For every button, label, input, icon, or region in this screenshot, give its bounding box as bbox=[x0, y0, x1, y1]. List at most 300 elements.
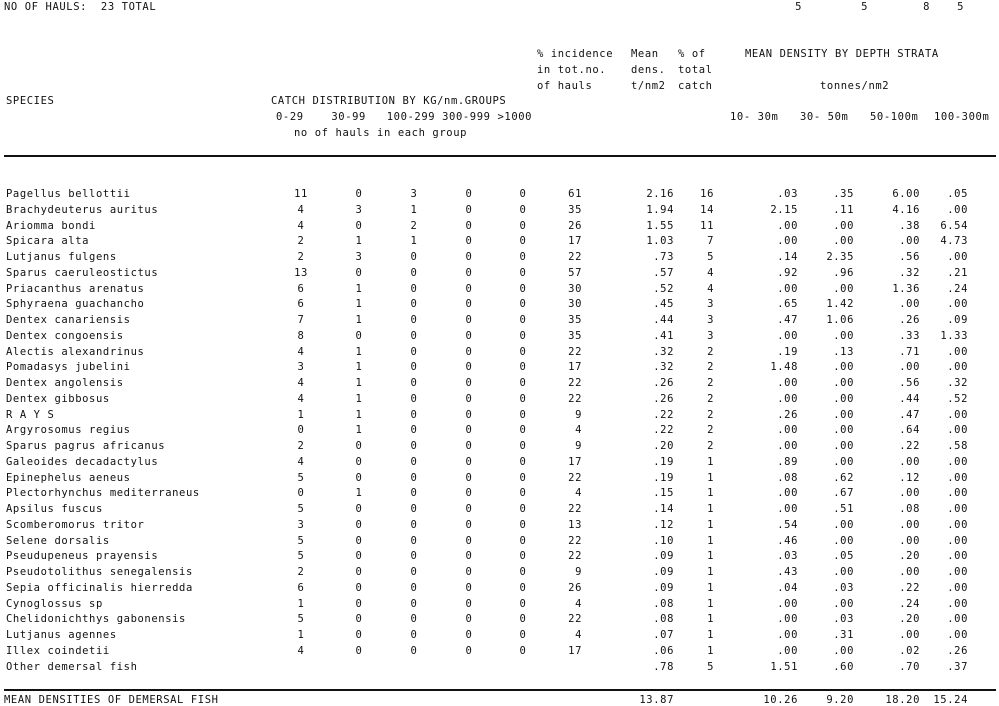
stratum-30-50m: .13 bbox=[833, 346, 854, 358]
species-name: Plectorhynchus mediterraneus bbox=[6, 487, 200, 499]
species-column-header: SPECIES bbox=[6, 95, 55, 107]
group-0-29: 6 bbox=[297, 283, 305, 295]
species-name: Brachydeuterus auritus bbox=[6, 204, 159, 216]
mean-density: .57 bbox=[653, 267, 674, 279]
footer-mean-density: 13.87 bbox=[639, 694, 674, 706]
mean-density: .09 bbox=[653, 582, 674, 594]
mean-density: .41 bbox=[653, 330, 674, 342]
incidence-pct: 4 bbox=[575, 424, 582, 436]
group-100-299: 0 bbox=[410, 267, 418, 279]
group-30-99: 0 bbox=[355, 188, 363, 200]
group-300-999: 0 bbox=[465, 393, 473, 405]
stratum-10-30m: .00 bbox=[777, 629, 798, 641]
group-100-299: 0 bbox=[410, 346, 418, 358]
stratum-30-50m: .00 bbox=[833, 235, 854, 247]
group-30-99: 1 bbox=[355, 377, 363, 389]
pct-total-catch: 2 bbox=[707, 393, 714, 405]
group-0-29: 4 bbox=[297, 204, 305, 216]
species-name: Argyrosomus regius bbox=[6, 424, 131, 436]
footer-stratum-2: 9.20 bbox=[826, 694, 854, 706]
group-30-99: 0 bbox=[355, 503, 363, 515]
stratum-30-50m: .00 bbox=[833, 598, 854, 610]
stratum-30-50m: .00 bbox=[833, 535, 854, 547]
mean-density: .26 bbox=[653, 393, 674, 405]
group-30-99: 0 bbox=[355, 440, 363, 452]
species-name: Selene dorsalis bbox=[6, 535, 110, 547]
group-over-1000: 0 bbox=[519, 330, 527, 342]
group-30-99: 0 bbox=[355, 535, 363, 547]
mean-density: .45 bbox=[653, 298, 674, 310]
stratum-50-100m: .71 bbox=[899, 346, 920, 358]
group-300-999: 0 bbox=[465, 566, 473, 578]
stratum-50-100m: .00 bbox=[899, 566, 920, 578]
mean-density: .09 bbox=[653, 566, 674, 578]
pct-total-header-1: % of bbox=[678, 48, 706, 60]
species-name: Alectis alexandrinus bbox=[6, 346, 145, 358]
stratum-100-300m: .00 bbox=[947, 409, 968, 421]
stratum-100-300m: .00 bbox=[947, 629, 968, 641]
group-300-999: 0 bbox=[465, 456, 473, 468]
species-name: Dentex congoensis bbox=[6, 330, 124, 342]
stratum-10-30m: .26 bbox=[777, 409, 798, 421]
species-name: R A Y S bbox=[6, 409, 55, 421]
stratum-50-100m: .47 bbox=[899, 409, 920, 421]
group-over-1000: 0 bbox=[519, 361, 527, 373]
group-30-99: 3 bbox=[355, 251, 363, 263]
group-30-99: 0 bbox=[355, 519, 363, 531]
pct-total-catch: 1 bbox=[707, 598, 714, 610]
stratum-30-50m: 1.06 bbox=[826, 314, 854, 326]
stratum-30-50m: .00 bbox=[833, 377, 854, 389]
stratum-30-50m: .00 bbox=[833, 361, 854, 373]
incidence-pct: 17 bbox=[568, 456, 582, 468]
stratum-30-50m: .00 bbox=[833, 220, 854, 232]
group-100-299: 0 bbox=[410, 519, 418, 531]
stratum-100-300m: .32 bbox=[947, 377, 968, 389]
stratum-10-30m: .00 bbox=[777, 377, 798, 389]
group-100-299: 0 bbox=[410, 377, 418, 389]
group-30-99: 0 bbox=[355, 629, 363, 641]
stratum-50-100m: .70 bbox=[899, 661, 920, 673]
stratum-10-30m: 1.51 bbox=[770, 661, 798, 673]
group-0-29: 6 bbox=[297, 298, 305, 310]
stratum-30-50m: .03 bbox=[833, 613, 854, 625]
footer-stratum-4: 15.24 bbox=[933, 694, 968, 706]
stratum-10-30m: .00 bbox=[777, 330, 798, 342]
species-name: Epinephelus aeneus bbox=[6, 472, 131, 484]
group-0-29: 4 bbox=[297, 220, 305, 232]
group-30-99: 0 bbox=[355, 220, 363, 232]
pct-total-catch: 1 bbox=[707, 519, 714, 531]
group-30-99: 1 bbox=[355, 283, 363, 295]
group-300-999: 0 bbox=[465, 550, 473, 562]
group-0-29: 2 bbox=[297, 440, 305, 452]
stratum-100-300m: .00 bbox=[947, 535, 968, 547]
group-0-29: 7 bbox=[297, 314, 305, 326]
mean-density: 2.16 bbox=[646, 188, 674, 200]
group-30-99: 0 bbox=[355, 267, 363, 279]
group-over-1000: 0 bbox=[519, 472, 527, 484]
stratum-50-100m: .00 bbox=[899, 535, 920, 547]
stratum-10-30m: .00 bbox=[777, 598, 798, 610]
group-over-1000: 0 bbox=[519, 409, 527, 421]
group-100-299: 0 bbox=[410, 298, 418, 310]
mean-density: 1.55 bbox=[646, 220, 674, 232]
group-over-1000: 0 bbox=[519, 220, 527, 232]
species-name: Scomberomorus tritor bbox=[6, 519, 145, 531]
group-100-299: 0 bbox=[410, 598, 418, 610]
group-0-29: 1 bbox=[297, 629, 305, 641]
mean-density: .32 bbox=[653, 361, 674, 373]
pct-total-catch: 1 bbox=[707, 550, 714, 562]
species-name: Sepia officinalis hierredda bbox=[6, 582, 193, 594]
incidence-header-3: of hauls bbox=[537, 80, 593, 92]
hauls-total: NO OF HAULS: 23 TOTAL bbox=[4, 1, 157, 13]
group-300-999: 0 bbox=[465, 251, 473, 263]
stratum-10-30m: .08 bbox=[777, 472, 798, 484]
pct-total-catch: 1 bbox=[707, 535, 714, 547]
stratum-10-30m: .00 bbox=[777, 424, 798, 436]
group-over-1000: 0 bbox=[519, 645, 527, 657]
header-divider bbox=[4, 155, 996, 157]
footer-divider bbox=[4, 689, 996, 691]
group-300-999: 0 bbox=[465, 188, 473, 200]
mean-density: .19 bbox=[653, 472, 674, 484]
stratum-10-30m: 2.15 bbox=[770, 204, 798, 216]
group-300-999: 0 bbox=[465, 645, 473, 657]
stratum-50-100m: .00 bbox=[899, 456, 920, 468]
group-0-29: 2 bbox=[297, 235, 305, 247]
group-0-29: 4 bbox=[297, 393, 305, 405]
pct-total-catch: 4 bbox=[707, 267, 714, 279]
mean-density: .09 bbox=[653, 550, 674, 562]
incidence-pct: 4 bbox=[575, 487, 582, 499]
group-300-999: 0 bbox=[465, 298, 473, 310]
stratum-50-100m: .32 bbox=[899, 267, 920, 279]
group-over-1000: 0 bbox=[519, 314, 527, 326]
group-over-1000: 0 bbox=[519, 298, 527, 310]
group-0-29: 3 bbox=[297, 519, 305, 531]
group-over-1000: 0 bbox=[519, 235, 527, 247]
stratum-100-300m: .00 bbox=[947, 204, 968, 216]
incidence-pct: 26 bbox=[568, 582, 582, 594]
pct-total-catch: 1 bbox=[707, 645, 714, 657]
mean-density: .07 bbox=[653, 629, 674, 641]
stratum-30-50m: .67 bbox=[833, 487, 854, 499]
group-100-299: 3 bbox=[410, 188, 418, 200]
group-0-29: 8 bbox=[297, 330, 305, 342]
incidence-pct: 26 bbox=[568, 220, 582, 232]
stratum-10-30m: 1.48 bbox=[770, 361, 798, 373]
species-name: Pagellus bellottii bbox=[6, 188, 131, 200]
stratum-10-30m: .00 bbox=[777, 235, 798, 247]
mean-dens-header-1: Mean bbox=[631, 48, 659, 60]
group-over-1000: 0 bbox=[519, 393, 527, 405]
mean-density: .15 bbox=[653, 487, 674, 499]
group-300-999: 0 bbox=[465, 267, 473, 279]
incidence-pct: 22 bbox=[568, 503, 582, 515]
stratum-50-100m: .44 bbox=[899, 393, 920, 405]
incidence-pct: 22 bbox=[568, 535, 582, 547]
group-0-29: 13 bbox=[294, 267, 308, 279]
group-0-29: 5 bbox=[297, 503, 305, 515]
stratum-100-300m: .52 bbox=[947, 393, 968, 405]
incidence-pct: 35 bbox=[568, 314, 582, 326]
incidence-pct: 35 bbox=[568, 204, 582, 216]
stratum-10-30m: .47 bbox=[777, 314, 798, 326]
stratum-label-4: 100-300m bbox=[934, 111, 990, 123]
incidence-pct: 57 bbox=[568, 267, 582, 279]
group-0-29: 4 bbox=[297, 346, 305, 358]
group-100-299: 0 bbox=[410, 361, 418, 373]
pct-total-catch: 5 bbox=[707, 661, 714, 673]
species-name: Dentex canariensis bbox=[6, 314, 131, 326]
stratum-50-100m: .00 bbox=[899, 361, 920, 373]
incidence-pct: 9 bbox=[575, 409, 582, 421]
pct-total-catch: 1 bbox=[707, 613, 714, 625]
group-300-999: 0 bbox=[465, 283, 473, 295]
stratum-30-50m: .00 bbox=[833, 645, 854, 657]
stratum-100-300m: .00 bbox=[947, 298, 968, 310]
incidence-pct: 22 bbox=[568, 251, 582, 263]
group-100-299: 0 bbox=[410, 409, 418, 421]
group-30-99: 0 bbox=[355, 645, 363, 657]
stratum-30-50m: .00 bbox=[833, 393, 854, 405]
mean-density: .22 bbox=[653, 424, 674, 436]
pct-total-catch: 3 bbox=[707, 298, 714, 310]
pct-total-header-2: total bbox=[678, 64, 713, 76]
group-30-99: 1 bbox=[355, 361, 363, 373]
group-100-299: 0 bbox=[410, 251, 418, 263]
incidence-pct: 22 bbox=[568, 472, 582, 484]
stratum-100-300m: .00 bbox=[947, 487, 968, 499]
group-300-999: 0 bbox=[465, 598, 473, 610]
stratum-50-100m: .12 bbox=[899, 472, 920, 484]
group-over-1000: 0 bbox=[519, 487, 527, 499]
group-300-999: 0 bbox=[465, 629, 473, 641]
stratum-50-100m: .00 bbox=[899, 629, 920, 641]
species-name: Sphyraena guachancho bbox=[6, 298, 145, 310]
incidence-pct: 22 bbox=[568, 377, 582, 389]
species-name: Priacanthus arenatus bbox=[6, 283, 145, 295]
stratum-30-50m: .96 bbox=[833, 267, 854, 279]
stratum-100-300m: .09 bbox=[947, 314, 968, 326]
stratum-50-100m: .26 bbox=[899, 314, 920, 326]
stratum-30-50m: 2.35 bbox=[826, 251, 854, 263]
group-0-29: 5 bbox=[297, 550, 305, 562]
pct-total-catch: 1 bbox=[707, 472, 714, 484]
stratum-30-50m: .62 bbox=[833, 472, 854, 484]
stratum-10-30m: .54 bbox=[777, 519, 798, 531]
strata-hauls-1: 5 bbox=[795, 1, 802, 13]
species-name: Apsilus fuscus bbox=[6, 503, 103, 515]
stratum-10-30m: .03 bbox=[777, 188, 798, 200]
density-title: MEAN DENSITY BY DEPTH STRATA bbox=[745, 48, 939, 60]
stratum-10-30m: .92 bbox=[777, 267, 798, 279]
species-name: Cynoglossus sp bbox=[6, 598, 103, 610]
stratum-10-30m: .00 bbox=[777, 393, 798, 405]
pct-total-catch: 1 bbox=[707, 582, 714, 594]
stratum-label-2: 30- 50m bbox=[800, 111, 849, 123]
stratum-100-300m: .00 bbox=[947, 582, 968, 594]
stratum-100-300m: .00 bbox=[947, 598, 968, 610]
incidence-header-2: in tot.no. bbox=[537, 64, 607, 76]
stratum-100-300m: .00 bbox=[947, 503, 968, 515]
group-over-1000: 0 bbox=[519, 598, 527, 610]
stratum-100-300m: 6.54 bbox=[940, 220, 968, 232]
stratum-100-300m: .00 bbox=[947, 550, 968, 562]
stratum-100-300m: .00 bbox=[947, 472, 968, 484]
stratum-100-300m: .58 bbox=[947, 440, 968, 452]
species-name: Pomadasys jubelini bbox=[6, 361, 131, 373]
group-300-999: 0 bbox=[465, 377, 473, 389]
catch-groups-sublabel: no of hauls in each group bbox=[294, 127, 468, 139]
group-over-1000: 0 bbox=[519, 456, 527, 468]
pct-total-catch: 11 bbox=[700, 220, 714, 232]
stratum-10-30m: .00 bbox=[777, 645, 798, 657]
stratum-50-100m: .00 bbox=[899, 487, 920, 499]
group-30-99: 1 bbox=[355, 346, 363, 358]
species-name: Pseudotolithus senegalensis bbox=[6, 566, 193, 578]
group-300-999: 0 bbox=[465, 613, 473, 625]
stratum-100-300m: .00 bbox=[947, 346, 968, 358]
stratum-30-50m: .00 bbox=[833, 424, 854, 436]
incidence-pct: 30 bbox=[568, 283, 582, 295]
stratum-10-30m: .00 bbox=[777, 613, 798, 625]
strata-hauls-2: 5 bbox=[861, 1, 868, 13]
incidence-pct: 9 bbox=[575, 566, 582, 578]
group-over-1000: 0 bbox=[519, 582, 527, 594]
stratum-30-50m: .60 bbox=[833, 661, 854, 673]
group-30-99: 3 bbox=[355, 204, 363, 216]
group-0-29: 2 bbox=[297, 251, 305, 263]
stratum-10-30m: .14 bbox=[777, 251, 798, 263]
species-name: Chelidonichthys gabonensis bbox=[6, 613, 186, 625]
stratum-30-50m: 1.42 bbox=[826, 298, 854, 310]
stratum-10-30m: .89 bbox=[777, 456, 798, 468]
species-name: Dentex gibbosus bbox=[6, 393, 110, 405]
mean-density: .44 bbox=[653, 314, 674, 326]
stratum-50-100m: .00 bbox=[899, 235, 920, 247]
group-100-299: 0 bbox=[410, 503, 418, 515]
species-name: Sparus pagrus africanus bbox=[6, 440, 166, 452]
group-300-999: 0 bbox=[465, 424, 473, 436]
group-100-299: 0 bbox=[410, 283, 418, 295]
group-0-29: 4 bbox=[297, 645, 305, 657]
incidence-pct: 9 bbox=[575, 440, 582, 452]
group-100-299: 0 bbox=[410, 424, 418, 436]
species-name: Lutjanus fulgens bbox=[6, 251, 117, 263]
group-100-299: 0 bbox=[410, 550, 418, 562]
group-over-1000: 0 bbox=[519, 503, 527, 515]
incidence-pct: 22 bbox=[568, 550, 582, 562]
stratum-10-30m: .04 bbox=[777, 582, 798, 594]
incidence-pct: 4 bbox=[575, 629, 582, 641]
group-300-999: 0 bbox=[465, 440, 473, 452]
stratum-label-1: 10- 30m bbox=[730, 111, 779, 123]
group-100-299: 0 bbox=[410, 314, 418, 326]
stratum-30-50m: .11 bbox=[833, 204, 854, 216]
group-30-99: 0 bbox=[355, 566, 363, 578]
group-100-299: 0 bbox=[410, 330, 418, 342]
stratum-100-300m: .00 bbox=[947, 566, 968, 578]
group-30-99: 0 bbox=[355, 456, 363, 468]
stratum-100-300m: .37 bbox=[947, 661, 968, 673]
incidence-pct: 22 bbox=[568, 613, 582, 625]
species-name: Ariomma bondi bbox=[6, 220, 96, 232]
group-over-1000: 0 bbox=[519, 550, 527, 562]
mean-density: .06 bbox=[653, 645, 674, 657]
species-name: Sparus caeruleostictus bbox=[6, 267, 159, 279]
group-300-999: 0 bbox=[465, 582, 473, 594]
pct-total-header-3: catch bbox=[678, 80, 713, 92]
group-0-29: 0 bbox=[297, 487, 305, 499]
group-30-99: 1 bbox=[355, 314, 363, 326]
stratum-30-50m: .03 bbox=[833, 582, 854, 594]
pct-total-catch: 4 bbox=[707, 283, 714, 295]
strata-hauls-3: 8 bbox=[923, 1, 930, 13]
group-300-999: 0 bbox=[465, 472, 473, 484]
group-over-1000: 0 bbox=[519, 629, 527, 641]
group-over-1000: 0 bbox=[519, 535, 527, 547]
group-0-29: 4 bbox=[297, 456, 305, 468]
group-100-299: 0 bbox=[410, 582, 418, 594]
stratum-50-100m: .08 bbox=[899, 503, 920, 515]
group-0-29: 2 bbox=[297, 566, 305, 578]
pct-total-catch: 16 bbox=[700, 188, 714, 200]
stratum-10-30m: .03 bbox=[777, 550, 798, 562]
group-300-999: 0 bbox=[465, 235, 473, 247]
group-30-99: 1 bbox=[355, 298, 363, 310]
group-0-29: 5 bbox=[297, 613, 305, 625]
group-over-1000: 0 bbox=[519, 267, 527, 279]
species-name: Pseudupeneus prayensis bbox=[6, 550, 159, 562]
stratum-100-300m: 1.33 bbox=[940, 330, 968, 342]
group-30-99: 1 bbox=[355, 487, 363, 499]
pct-total-catch: 1 bbox=[707, 456, 714, 468]
stratum-100-300m: .00 bbox=[947, 519, 968, 531]
stratum-50-100m: .38 bbox=[899, 220, 920, 232]
group-0-29: 6 bbox=[297, 582, 305, 594]
incidence-pct: 61 bbox=[568, 188, 582, 200]
stratum-50-100m: .00 bbox=[899, 298, 920, 310]
group-100-299: 0 bbox=[410, 440, 418, 452]
group-100-299: 1 bbox=[410, 204, 418, 216]
stratum-100-300m: .00 bbox=[947, 424, 968, 436]
mean-density: 1.94 bbox=[646, 204, 674, 216]
group-100-299: 0 bbox=[410, 566, 418, 578]
pct-total-catch: 7 bbox=[707, 235, 714, 247]
density-unit: tonnes/nm2 bbox=[820, 80, 890, 92]
stratum-10-30m: .65 bbox=[777, 298, 798, 310]
stratum-100-300m: .26 bbox=[947, 645, 968, 657]
group-30-99: 0 bbox=[355, 330, 363, 342]
stratum-30-50m: .05 bbox=[833, 550, 854, 562]
species-name: Galeoides decadactylus bbox=[6, 456, 159, 468]
group-30-99: 1 bbox=[355, 424, 363, 436]
stratum-50-100m: 1.36 bbox=[892, 283, 920, 295]
group-over-1000: 0 bbox=[519, 440, 527, 452]
stratum-100-300m: 4.73 bbox=[940, 235, 968, 247]
stratum-10-30m: .00 bbox=[777, 220, 798, 232]
group-30-99: 0 bbox=[355, 582, 363, 594]
stratum-50-100m: .56 bbox=[899, 377, 920, 389]
group-100-299: 0 bbox=[410, 613, 418, 625]
stratum-30-50m: .00 bbox=[833, 519, 854, 531]
stratum-100-300m: .24 bbox=[947, 283, 968, 295]
stratum-100-300m: .00 bbox=[947, 613, 968, 625]
pct-total-catch: 2 bbox=[707, 424, 714, 436]
